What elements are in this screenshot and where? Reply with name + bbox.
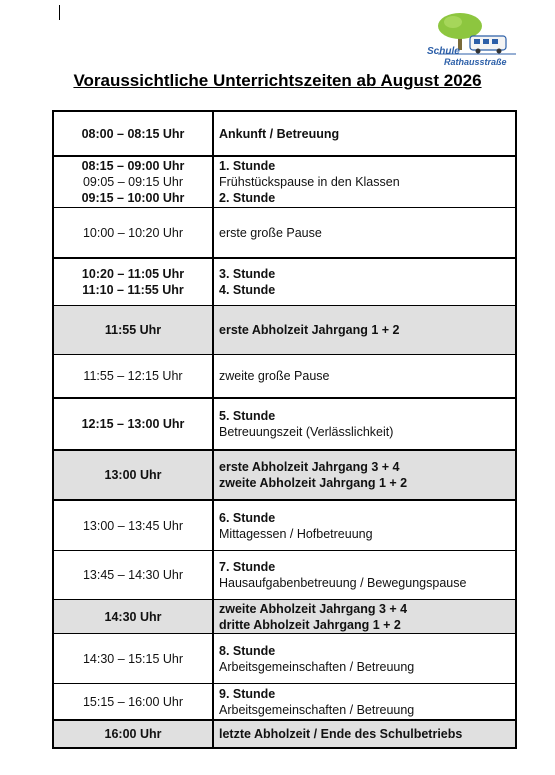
time-cell: 11:55 Uhr bbox=[54, 306, 214, 354]
time-cell: 16:00 Uhr bbox=[54, 721, 214, 747]
activity-cell: zweite große Pause bbox=[219, 369, 330, 383]
time-cell: 10:00 – 10:20 Uhr bbox=[54, 208, 214, 257]
table-row bbox=[54, 305, 515, 354]
time-cell: 14:30 – 15:15 Uhr bbox=[54, 634, 214, 683]
time-cell: 14:30 Uhr bbox=[54, 600, 214, 633]
table-row bbox=[54, 499, 515, 550]
time-cell: 12:15 – 13:00 Uhr bbox=[54, 399, 214, 449]
schedule-table bbox=[52, 110, 517, 749]
time-cell: 13:00 Uhr bbox=[54, 451, 214, 499]
time-cell: 08:15 – 09:00 Uhr 09:05 – 09:15 Uhr 09:15 – 10:00 Uhr bbox=[54, 157, 214, 207]
activity-cell: erste Abholzeit Jahrgang 1 + 2 bbox=[219, 323, 400, 337]
logo-text-school: Schule bbox=[427, 46, 460, 57]
activity-cell: 6. Stunde Mittagessen / Hofbetreuung bbox=[219, 510, 373, 541]
table-row bbox=[54, 719, 515, 747]
time-cell: 15:15 – 16:00 Uhr bbox=[54, 684, 214, 719]
activity-cell: erste Abholzeit Jahrgang 3 + 4 zweite Abholzeit Jahrgang 1 + 2 bbox=[219, 460, 408, 490]
school-logo bbox=[424, 10, 520, 70]
table-row bbox=[54, 207, 515, 257]
time-cell: 11:55 – 12:15 Uhr bbox=[54, 355, 214, 397]
activity-cell: 5. Stunde Betreuungszeit (Verlässlichkeit) bbox=[219, 409, 394, 439]
time-cell: 13:00 – 13:45 Uhr bbox=[54, 501, 214, 550]
table-row bbox=[54, 633, 515, 683]
page-title: Voraussichtliche Unterrichtszeiten ab August 2026 bbox=[73, 71, 482, 90]
activity-cell: 8. Stunde Arbeitsgemeinschaften / Betreuung bbox=[219, 643, 415, 674]
text-cursor bbox=[59, 5, 60, 20]
activity-cell: 7. Stunde Hausaufgabenbetreuung / Bewegungspause bbox=[219, 560, 467, 590]
activity-cell: Ankunft / Betreuung bbox=[219, 126, 340, 141]
activity-cell: letzte Abholzeit / Ende des Schulbetriebs bbox=[219, 727, 463, 741]
table-row bbox=[54, 257, 515, 305]
table-row bbox=[54, 449, 515, 499]
time-cell: 13:45 – 14:30 Uhr bbox=[54, 551, 214, 599]
table-row bbox=[54, 599, 515, 633]
table-row bbox=[54, 550, 515, 599]
activity-cell: erste große Pause bbox=[219, 225, 322, 240]
activity-cell: zweite Abholzeit Jahrgang 3 + 4 dritte Abholzeit Jahrgang 1 + 2 bbox=[219, 601, 408, 632]
logo-text-street: Rathausstraße bbox=[444, 57, 507, 67]
time-cell: 08:00 – 08:15 Uhr bbox=[54, 112, 214, 155]
table-row bbox=[54, 397, 515, 449]
activity-cell: 3. Stunde 4. Stunde bbox=[219, 267, 276, 297]
table-row bbox=[54, 683, 515, 719]
time-cell: 10:20 – 11:05 Uhr 11:10 – 11:55 Uhr bbox=[54, 259, 214, 305]
activity-cell: 1. Stunde Frühstückspause in den Klassen 2. Stunde bbox=[219, 159, 400, 205]
table-row bbox=[54, 354, 515, 397]
activity-cell: 9. Stunde Arbeitsgemeinschaften / Betreuung bbox=[219, 686, 415, 717]
table-row bbox=[54, 112, 515, 155]
table-row bbox=[54, 155, 515, 207]
